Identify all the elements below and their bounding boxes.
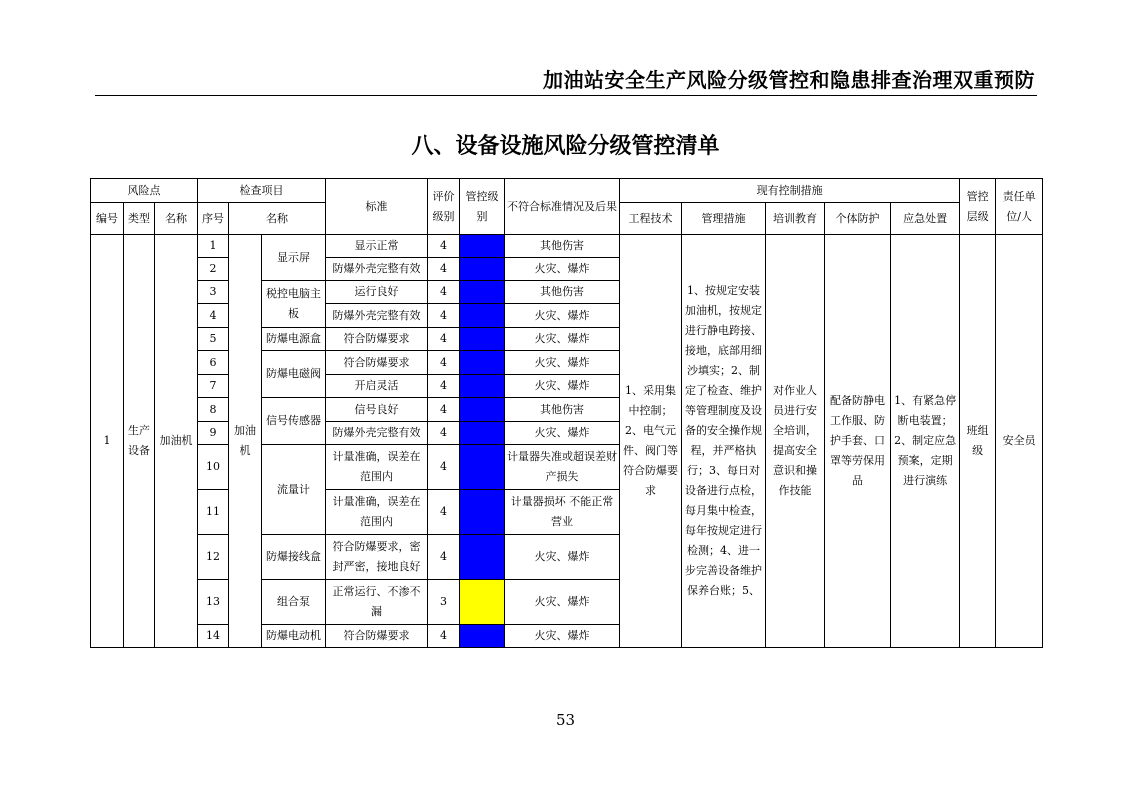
control-tier: 班组级 [960, 235, 996, 648]
row-control-level-swatch [460, 490, 505, 535]
row-eval-level: 4 [428, 351, 460, 375]
page-number: 53 [555, 711, 576, 729]
row-seq: 6 [198, 351, 229, 375]
th-seq: 序号 [198, 203, 229, 235]
component-name: 防爆接线盒 [262, 535, 326, 580]
row-control-level-swatch [460, 281, 505, 304]
th-management: 管理措施 [682, 203, 766, 235]
component-name: 防爆电源盒 [262, 328, 326, 351]
component-name: 组合泵 [262, 580, 326, 625]
row-consequence: 计量器失准或超误差财产损失 [505, 445, 620, 490]
row-eval-level: 4 [428, 328, 460, 351]
row-seq: 11 [198, 490, 229, 535]
measure-management: 1、按规定安装加油机，按规定进行静电跨接、接地，底部用细沙填实；2、制定了检查、维护等管理制度及设备的安全操作规程，并严格执行；3、每日对设备进行点检，每月集中检查，每年按规定进行检测；4、进一步完善设备维护保养台账；5、 [682, 235, 766, 648]
th-control-level: 管控级别 [460, 179, 505, 235]
row-seq: 9 [198, 422, 229, 445]
row-standard: 开启灵活 [326, 375, 428, 398]
measure-ppe: 配备防静电工作服、防护手套、口罩等劳保用品 [825, 235, 891, 648]
component-name: 显示屏 [262, 235, 326, 281]
row-control-level-swatch [460, 580, 505, 625]
component-name: 防爆电磁阀 [262, 351, 326, 398]
row-eval-level: 4 [428, 625, 460, 648]
th-standard: 标准 [326, 179, 428, 235]
th-responsible: 责任单位/人 [996, 179, 1043, 235]
row-eval-level: 4 [428, 281, 460, 304]
row-consequence: 火灾、爆炸 [505, 375, 620, 398]
row-seq: 13 [198, 580, 229, 625]
row-standard: 运行良好 [326, 281, 428, 304]
row-consequence: 其他伤害 [505, 235, 620, 258]
row-standard: 符合防爆要求 [326, 625, 428, 648]
measure-engineering: 1、采用集中控制；2、电气元件、阀门等符合防爆要求 [620, 235, 682, 648]
row-eval-level: 4 [428, 490, 460, 535]
risk-control-table [90, 178, 1043, 648]
running-header: 加油站安全生产风险分级管控和隐患排查治理双重预防 [543, 68, 1035, 92]
inspection-sub-name: 加油机 [229, 235, 262, 648]
row-consequence: 火灾、爆炸 [505, 422, 620, 445]
row-standard: 防爆外壳完整有效 [326, 258, 428, 281]
measure-emergency: 1、有紧急停断电装置；2、制定应急预案，定期进行演练 [891, 235, 960, 648]
row-control-level-swatch [460, 375, 505, 398]
row-control-level-swatch [460, 625, 505, 648]
row-seq: 3 [198, 281, 229, 304]
responsible-person: 安全员 [996, 235, 1043, 648]
row-consequence: 其他伤害 [505, 281, 620, 304]
table-row [91, 235, 1043, 258]
row-control-level-swatch [460, 328, 505, 351]
th-risk-point: 风险点 [91, 179, 198, 203]
row-seq: 10 [198, 445, 229, 490]
th-no: 编号 [91, 203, 124, 235]
row-standard: 防爆外壳完整有效 [326, 422, 428, 445]
row-consequence: 火灾、爆炸 [505, 304, 620, 328]
row-eval-level: 4 [428, 445, 460, 490]
row-standard: 符合防爆要求，密封严密，接地良好 [326, 535, 428, 580]
row-standard: 显示正常 [326, 235, 428, 258]
th-eval-level: 评价级别 [428, 179, 460, 235]
row-consequence: 火灾、爆炸 [505, 328, 620, 351]
row-control-level-swatch [460, 535, 505, 580]
th-name: 名称 [155, 203, 198, 235]
component-name: 税控电脑主板 [262, 281, 326, 328]
risk-point-type: 生产设备 [124, 235, 155, 648]
row-seq: 7 [198, 375, 229, 398]
row-seq: 5 [198, 328, 229, 351]
row-standard: 防爆外壳完整有效 [326, 304, 428, 328]
row-seq: 12 [198, 535, 229, 580]
row-standard: 信号良好 [326, 398, 428, 422]
row-control-level-swatch [460, 445, 505, 490]
row-consequence: 火灾、爆炸 [505, 351, 620, 375]
row-control-level-swatch [460, 422, 505, 445]
row-eval-level: 4 [428, 398, 460, 422]
row-eval-level: 4 [428, 535, 460, 580]
row-standard: 计量准确，误差在范围内 [326, 445, 428, 490]
row-seq: 1 [198, 235, 229, 258]
row-control-level-swatch [460, 235, 505, 258]
th-item-name: 名称 [229, 203, 326, 235]
row-eval-level: 3 [428, 580, 460, 625]
th-control-tier: 管控层级 [960, 179, 996, 235]
th-inspection-item: 检查项目 [198, 179, 326, 203]
th-type: 类型 [124, 203, 155, 235]
row-eval-level: 4 [428, 375, 460, 398]
row-standard: 正常运行、不渗不漏 [326, 580, 428, 625]
row-seq: 2 [198, 258, 229, 281]
row-control-level-swatch [460, 304, 505, 328]
component-name: 流量计 [262, 445, 326, 535]
th-existing-measures: 现有控制措施 [620, 179, 960, 203]
component-name: 信号传感器 [262, 398, 326, 445]
measure-training: 对作业人员进行安全培训，提高安全意识和操作技能 [766, 235, 825, 648]
component-name: 防爆电动机 [262, 625, 326, 648]
th-training: 培训教育 [766, 203, 825, 235]
row-eval-level: 4 [428, 304, 460, 328]
row-eval-level: 4 [428, 235, 460, 258]
row-control-level-swatch [460, 258, 505, 281]
row-eval-level: 4 [428, 258, 460, 281]
th-nonconformity: 不符合标准情况及后果 [505, 179, 620, 235]
row-consequence: 火灾、爆炸 [505, 258, 620, 281]
row-standard: 计量准确，误差在范围内 [326, 490, 428, 535]
row-standard: 符合防爆要求 [326, 351, 428, 375]
header-rule [95, 95, 1037, 96]
row-control-level-swatch [460, 398, 505, 422]
risk-point-name: 加油机 [155, 235, 198, 648]
row-seq: 8 [198, 398, 229, 422]
row-eval-level: 4 [428, 422, 460, 445]
row-consequence: 火灾、爆炸 [505, 580, 620, 625]
th-ppe: 个体防护 [825, 203, 891, 235]
th-emergency: 应急处置 [891, 203, 960, 235]
th-engineering: 工程技术 [620, 203, 682, 235]
row-consequence: 其他伤害 [505, 398, 620, 422]
row-seq: 4 [198, 304, 229, 328]
risk-point-no: 1 [91, 235, 124, 648]
row-seq: 14 [198, 625, 229, 648]
row-consequence: 计量器损坏 不能正常营业 [505, 490, 620, 535]
row-control-level-swatch [460, 351, 505, 375]
page-title: 八、设备设施风险分级管控清单 [411, 134, 720, 159]
row-standard: 符合防爆要求 [326, 328, 428, 351]
row-consequence: 火灾、爆炸 [505, 535, 620, 580]
row-consequence: 火灾、爆炸 [505, 625, 620, 648]
